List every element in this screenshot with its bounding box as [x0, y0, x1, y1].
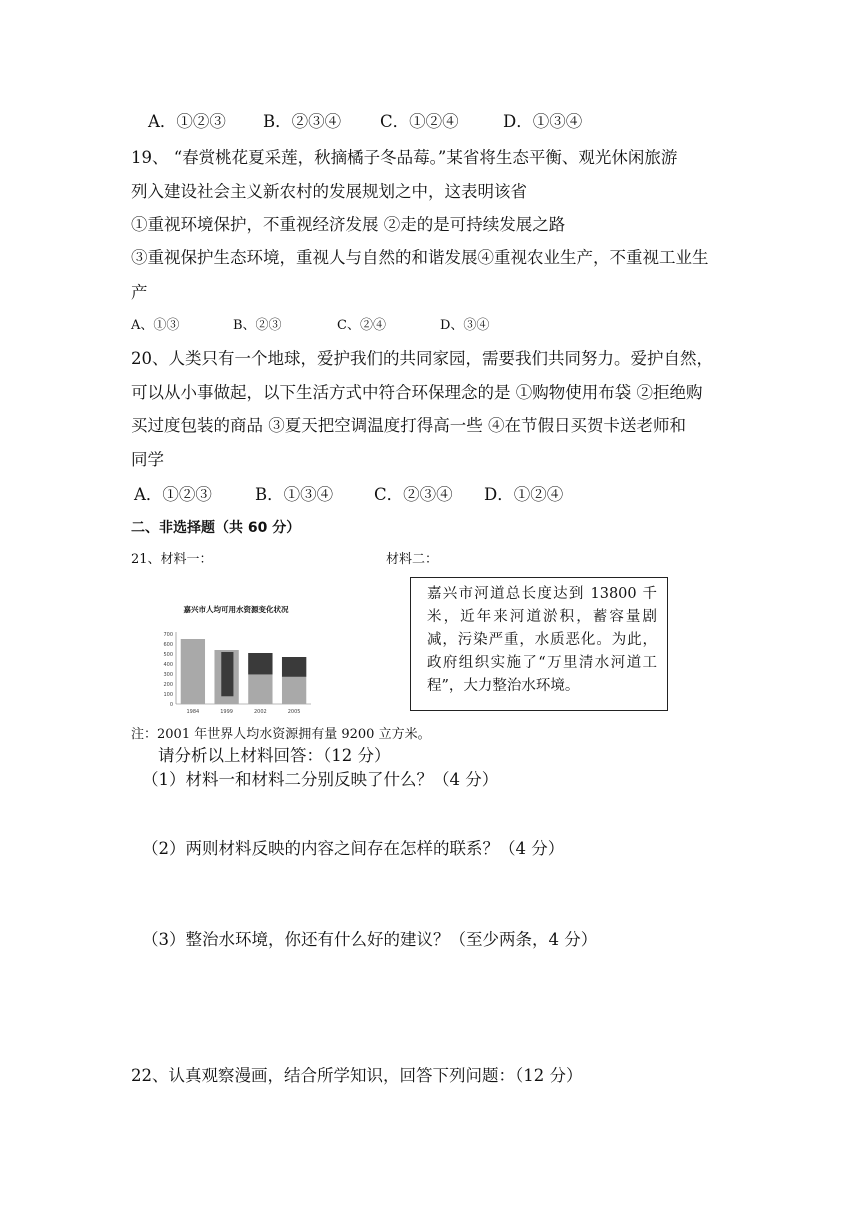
q19-option-a: A、①③: [131, 318, 180, 333]
q18-option-d: D．①③④: [503, 112, 583, 131]
q18-option-b: B．②③④: [263, 112, 342, 131]
chart-x-tick-label: 1999: [220, 709, 233, 715]
chart-y-tick-label: 600: [163, 642, 173, 648]
q20-line-1: 20、人类只有一个地球，爱护我们的共同家园，需要我们共同努力。爱护自然，: [131, 349, 713, 368]
chart-y-tick-label: 400: [163, 662, 173, 668]
q19-line-2: 列入建设社会主义新农村的发展规划之中，这表明该省: [131, 182, 527, 201]
q20-options: [134, 483, 563, 507]
q19-option-b: B、②③: [233, 318, 282, 333]
q19-option-c: C、②④: [337, 318, 386, 333]
q20-line-2: 可以从小事做起，以下生活方式中符合环保理念的是 ①购物使用布袋 ②拒绝购: [131, 383, 703, 402]
chart-plot-area: [163, 632, 311, 715]
q20-option-b: B．①③④: [255, 485, 334, 504]
chart-y-tick-label: 200: [163, 682, 173, 688]
q19-line-1: 19、 “春赏桃花夏采莲，秋摘橘子冬品莓。”某省将生态平衡、观光休闲旅游: [131, 148, 678, 167]
chart-bar-overlay: [248, 653, 272, 674]
q21-note: 注：2001 年世界人均水资源拥有量 9200 立方米。: [131, 727, 431, 742]
q18-option-a: A．①②③: [148, 112, 226, 131]
q18-options: [148, 110, 582, 134]
q20-option-a: A．①②③: [134, 485, 212, 504]
q19-line-5: 产: [131, 283, 148, 302]
chart-y-tick-label: 0: [169, 702, 173, 708]
chart-y-tick-label: 300: [163, 672, 173, 678]
chart-x-tick-label: 2005: [287, 709, 301, 715]
q21-sub-question-2: （2）两则材料反映的内容之间存在怎样的联系？（4 分）: [142, 839, 565, 858]
q21-material-1-label: 21、材料一：: [131, 552, 213, 567]
chart-title: 嘉兴市人均可用水资源变化状况: [183, 605, 289, 614]
chart-x-tick-label: 1984: [186, 709, 200, 715]
q19-line-3: ①重视环境保护，不重视经济发展 ②走的是可持续发展之路: [131, 215, 566, 234]
q20-option-c: C．②③④: [374, 485, 453, 504]
material-2-text: 嘉兴市河道总长度达到 13800 千米，近年来河道淤积，蓄容量剧减，污染严重，水质恶化。为此，政府组织实施了“万里清水河道工程”，大力整治水环境。: [427, 586, 657, 694]
chart-x-tick-label: 2002: [254, 709, 267, 715]
q21-sub-question-1: （1）材料一和材料二分别反映了什么？（4 分）: [142, 770, 499, 789]
chart-y-tick-label: 500: [163, 652, 173, 658]
q21-sub-question-3: （3）整治水环境，你还有什么好的建议？（至少两条，4 分）: [142, 930, 598, 949]
chart-y-tick-label: 100: [163, 692, 173, 698]
q21-prompt: 请分析以上材料回答：（12 分）: [158, 746, 391, 765]
q22-question: 22、认真观察漫画，结合所学知识，回答下列问题：（12 分）: [131, 1066, 583, 1085]
q20-line-3: 买过度包装的商品 ③夏天把空调温度打得高一些 ④在节假日买贺卡送老师和: [131, 416, 686, 435]
chart-bar-overlay: [221, 652, 233, 696]
chart-bar: [181, 639, 205, 704]
q20-option-d: D．①②④: [484, 485, 564, 504]
q19-line-4: ③重视保护生态环境，重视人与自然的和谐发展④重视农业生产，不重视工业生: [131, 248, 709, 267]
water-resource-bar-chart: [146, 592, 316, 722]
material-2-box: [410, 577, 668, 711]
section-2-title: 二、非选择题（共 60 分）: [131, 520, 301, 536]
q19-options: [131, 314, 489, 338]
q18-option-c: C．①②④: [380, 112, 459, 131]
q21-material-2-label: 材料二：: [386, 552, 439, 567]
chart-y-tick-label: 700: [163, 632, 173, 638]
q20-line-4: 同学: [131, 450, 164, 469]
q19-option-d: D、③④: [440, 318, 490, 333]
chart-bar-overlay: [282, 657, 306, 677]
